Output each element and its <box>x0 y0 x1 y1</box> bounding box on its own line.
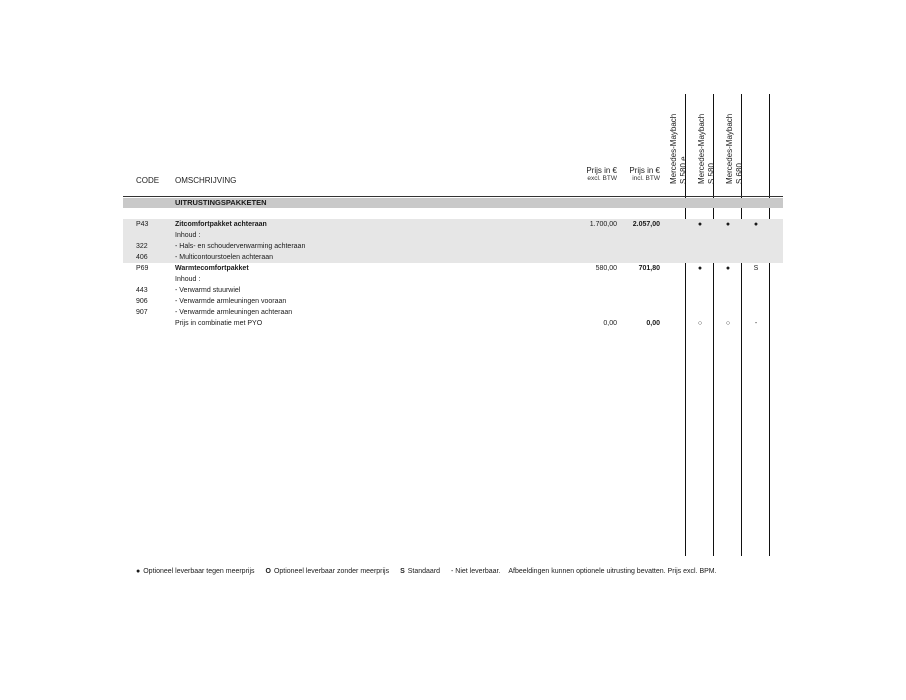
header-code: CODE <box>136 176 160 185</box>
model-header-s680 <box>725 88 775 184</box>
bullet-filled-icon: ● <box>136 568 141 575</box>
model-variant: S 580 e <box>679 156 688 184</box>
table-row <box>0 318 906 329</box>
row-price-excl: 580,00 <box>595 265 617 272</box>
row-description: Prijs in combinatie met PYO <box>175 320 263 327</box>
availability-mark: ● <box>725 221 731 228</box>
legend <box>136 567 720 577</box>
legend-optional-price: Optioneel leverbaar tegen meerprijs <box>143 568 255 575</box>
legend-not-available: - Niet leverbaar. <box>451 568 501 575</box>
row-price-incl: 701,80 <box>638 265 660 272</box>
row-code: 907 <box>136 309 148 316</box>
row-code: P43 <box>136 221 149 228</box>
header-price-incl-sub: incl. BTW <box>632 175 660 182</box>
table-row <box>0 230 906 241</box>
row-price-incl: 2.057,00 <box>632 221 660 228</box>
availability-mark: S <box>753 265 759 272</box>
row-code: P69 <box>136 265 149 272</box>
legend-note: Afbeeldingen kunnen optionele uitrusting bevatten. Prijs excl. BPM. <box>508 568 717 575</box>
legend-standard: Standaard <box>407 568 441 575</box>
header-price-excl-label: Prijs in € <box>586 166 617 175</box>
standard-symbol: S <box>400 568 405 575</box>
row-price-incl: 0,00 <box>646 320 660 327</box>
header-description: OMSCHRIJVING <box>175 176 237 185</box>
row-description: Inhoud : <box>175 232 201 239</box>
model-variant: S 580 <box>707 163 716 184</box>
header-rule <box>123 196 783 197</box>
table-row <box>0 296 906 307</box>
table-row <box>0 219 906 230</box>
row-description: - Multicontourstoelen achteraan <box>175 254 274 261</box>
table-row <box>0 252 906 263</box>
row-code: 322 <box>136 243 148 250</box>
row-description: - Hals- en schouderverwarming achteraan <box>175 243 306 250</box>
section-header <box>123 198 783 208</box>
row-code: 443 <box>136 287 148 294</box>
availability-mark: ○ <box>697 320 703 327</box>
model-name: Mercedes-Maybach <box>697 113 706 184</box>
legend-optional-free: Optioneel leverbaar zonder meerprijs <box>273 568 390 575</box>
row-description: Warmtecomfortpakket <box>175 265 249 272</box>
header-price-incl-label: Prijs in € <box>629 166 660 175</box>
table-row <box>0 263 906 274</box>
model-variant: S 680 <box>735 163 744 184</box>
bullet-open-icon: O <box>265 568 271 575</box>
row-price-excl: 0,00 <box>603 320 617 327</box>
row-description: Inhoud : <box>175 276 201 283</box>
header-price-incl <box>629 166 660 182</box>
section-title: UITRUSTINGSPAKKETEN <box>175 198 267 207</box>
row-price-excl: 1.700,00 <box>589 221 617 228</box>
model-name: Mercedes-Maybach <box>669 113 678 184</box>
availability-mark: ● <box>753 221 759 228</box>
row-description: - Verwarmde armleuningen vooraan <box>175 298 287 305</box>
table-row <box>0 307 906 318</box>
row-description: - Verwarmd stuurwiel <box>175 287 241 294</box>
availability-mark: ● <box>725 265 731 272</box>
availability-mark: ○ <box>725 320 731 327</box>
availability-mark: - <box>754 320 758 327</box>
table-row <box>0 274 906 285</box>
availability-mark: ● <box>697 221 703 228</box>
row-code: 406 <box>136 254 148 261</box>
header-price-excl <box>586 166 617 182</box>
availability-mark: ● <box>697 265 703 272</box>
header-price-excl-sub: excl. BTW <box>587 175 617 182</box>
table-row <box>0 285 906 296</box>
row-code: 906 <box>136 298 148 305</box>
row-description: - Verwarmde armleuningen achteraan <box>175 309 293 316</box>
model-name: Mercedes-Maybach <box>725 113 734 184</box>
table-row <box>0 241 906 252</box>
row-description: Zitcomfortpakket achteraan <box>175 221 267 228</box>
